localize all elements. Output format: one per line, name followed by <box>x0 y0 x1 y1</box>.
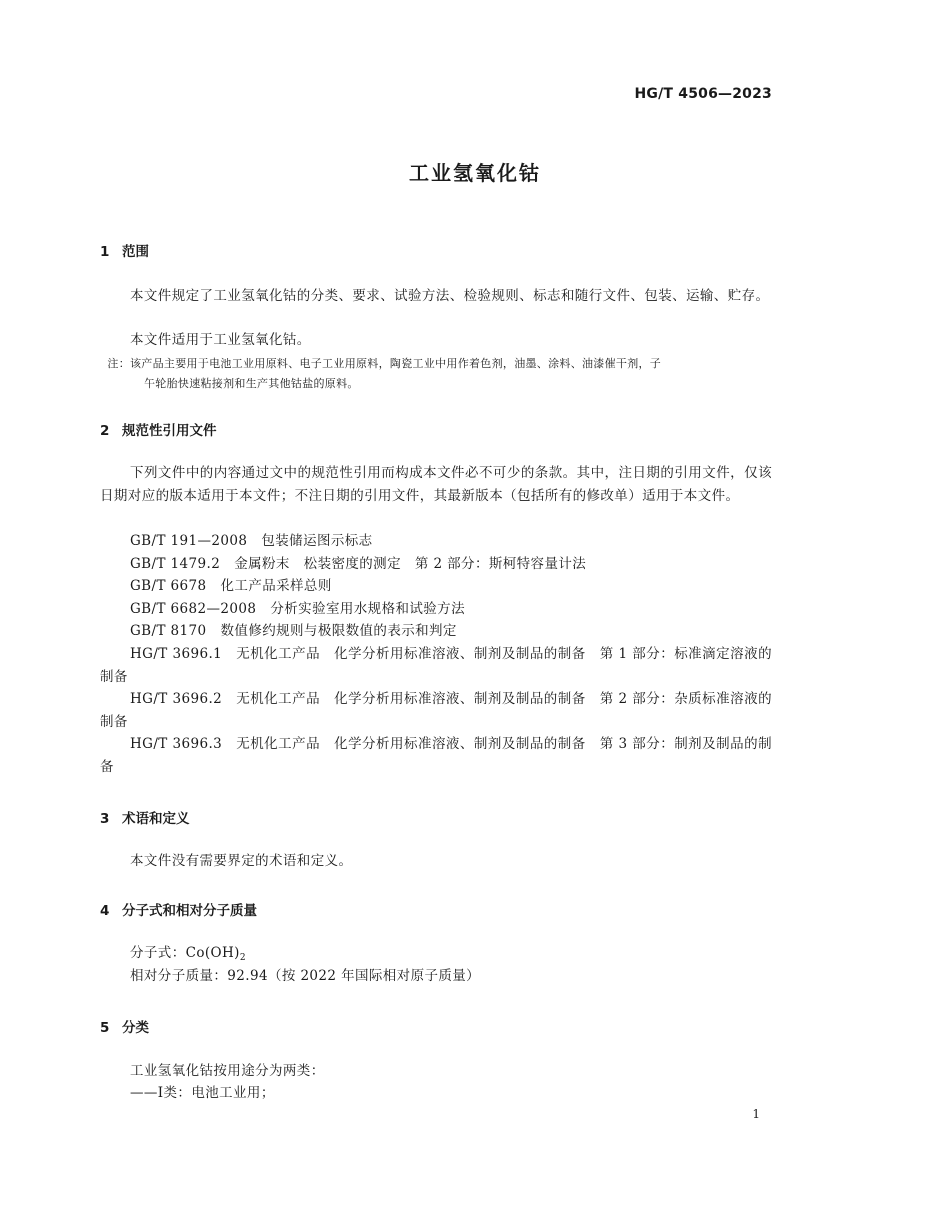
reference-item <box>100 643 772 688</box>
reference-item <box>130 575 332 598</box>
reference-code: GB/T 8170 <box>130 623 207 639</box>
document-title: 工业氢氧化钴 <box>409 161 541 185</box>
section-3-title: 术语和定义 <box>122 811 190 827</box>
section-1-title: 范围 <box>122 244 149 260</box>
section-5-paragraph: 工业氢氧化钴按用途分为两类： <box>130 1063 325 1079</box>
reference-code: HG/T 3696.2 <box>130 691 223 707</box>
reference-title: 数值修约规则与极限数值的表示和判定 <box>220 623 457 639</box>
reference-item <box>130 598 465 621</box>
reference-item <box>130 620 457 643</box>
reference-title: 金属粉末 松装密度的测定 第 2 部分：斯柯特容量计法 <box>234 556 587 572</box>
section-1-heading <box>100 240 149 260</box>
reference-code: HG/T 3696.3 <box>130 736 223 752</box>
reference-item <box>130 530 373 553</box>
reference-title: 包装储运图示标志 <box>261 533 373 549</box>
classification-item-1: ——Ⅰ类：电池工业用； <box>130 1085 275 1101</box>
reference-code: GB/T 191—2008 <box>130 533 248 549</box>
reference-title: 无机化工产品 化学分析用标准溶液、制剂及制品的制备 第 3 部分：制剂及制品的制备 <box>100 736 772 775</box>
reference-code: GB/T 1479.2 <box>130 556 221 572</box>
molecular-mass-line: 相对分子质量：92.94（按 2022 年国际相对原子质量） <box>130 968 481 984</box>
section-2-number: 2 <box>100 423 110 439</box>
note-line-1 <box>100 354 772 374</box>
reference-item <box>100 688 772 733</box>
reference-code: GB/T 6682—2008 <box>130 601 257 617</box>
section-4-number: 4 <box>100 903 110 919</box>
section-4-heading <box>100 899 257 919</box>
section-1-paragraph-1: 本文件规定了工业氢氧化钴的分类、要求、试验方法、检验规则、标志和随行文件、包装、运输、贮存。 <box>130 288 770 304</box>
section-3-number: 3 <box>100 811 110 827</box>
formula-label: 分子式： <box>130 945 186 961</box>
section-3-heading <box>100 807 190 827</box>
section-5-heading <box>100 1016 149 1036</box>
reference-item <box>130 553 586 576</box>
standard-code: HG/T 4506—2023 <box>634 86 772 102</box>
reference-title: 分析实验室用水规格和试验方法 <box>270 601 465 617</box>
section-5-number: 5 <box>100 1020 110 1036</box>
reference-item <box>100 733 772 778</box>
reference-code: GB/T 6678 <box>130 578 207 594</box>
section-1-paragraph-2: 本文件适用于工业氢氧化钴。 <box>130 332 311 348</box>
page-number: 1 <box>752 1107 760 1121</box>
section-1-number: 1 <box>100 244 110 260</box>
section-1-note <box>100 354 772 394</box>
reference-code: HG/T 3696.1 <box>130 646 223 662</box>
reference-title: 无机化工产品 化学分析用标准溶液、制剂及制品的制备 第 1 部分：标准滴定溶液的制备 <box>100 646 772 685</box>
section-2-title: 规范性引用文件 <box>122 423 217 439</box>
formula-subscript: 2 <box>239 953 246 963</box>
section-4-title: 分子式和相对分子质量 <box>122 903 257 919</box>
reference-title: 化工产品采样总则 <box>220 578 332 594</box>
reference-title: 无机化工产品 化学分析用标准溶液、制剂及制品的制备 第 2 部分：杂质标准溶液的制备 <box>100 691 772 730</box>
note-line-2: 午轮胎快速粘接剂和生产其他钴盐的原料。 <box>144 377 359 390</box>
formula-value: Co(OH) <box>185 945 240 961</box>
section-3-paragraph: 本文件没有需要界定的术语和定义。 <box>130 853 353 869</box>
note-label: 注： <box>107 357 130 370</box>
note-text-1: 该产品主要用于电池工业用原料、电子工业用原料，陶瓷工业中用作着色剂，油墨、涂料、油漆催干剂，子 <box>130 357 662 370</box>
section-5-title: 分类 <box>122 1020 149 1036</box>
section-2-intro: 下列文件中的内容通过文中的规范性引用而构成本文件必不可少的条款。其中，注日期的引用文件，仅该日期对应的版本适用于本文件；不注日期的引用文件，其最新版本（包括所有的修改单）适用于本文件。 <box>100 465 772 504</box>
section-2-heading <box>100 419 217 439</box>
